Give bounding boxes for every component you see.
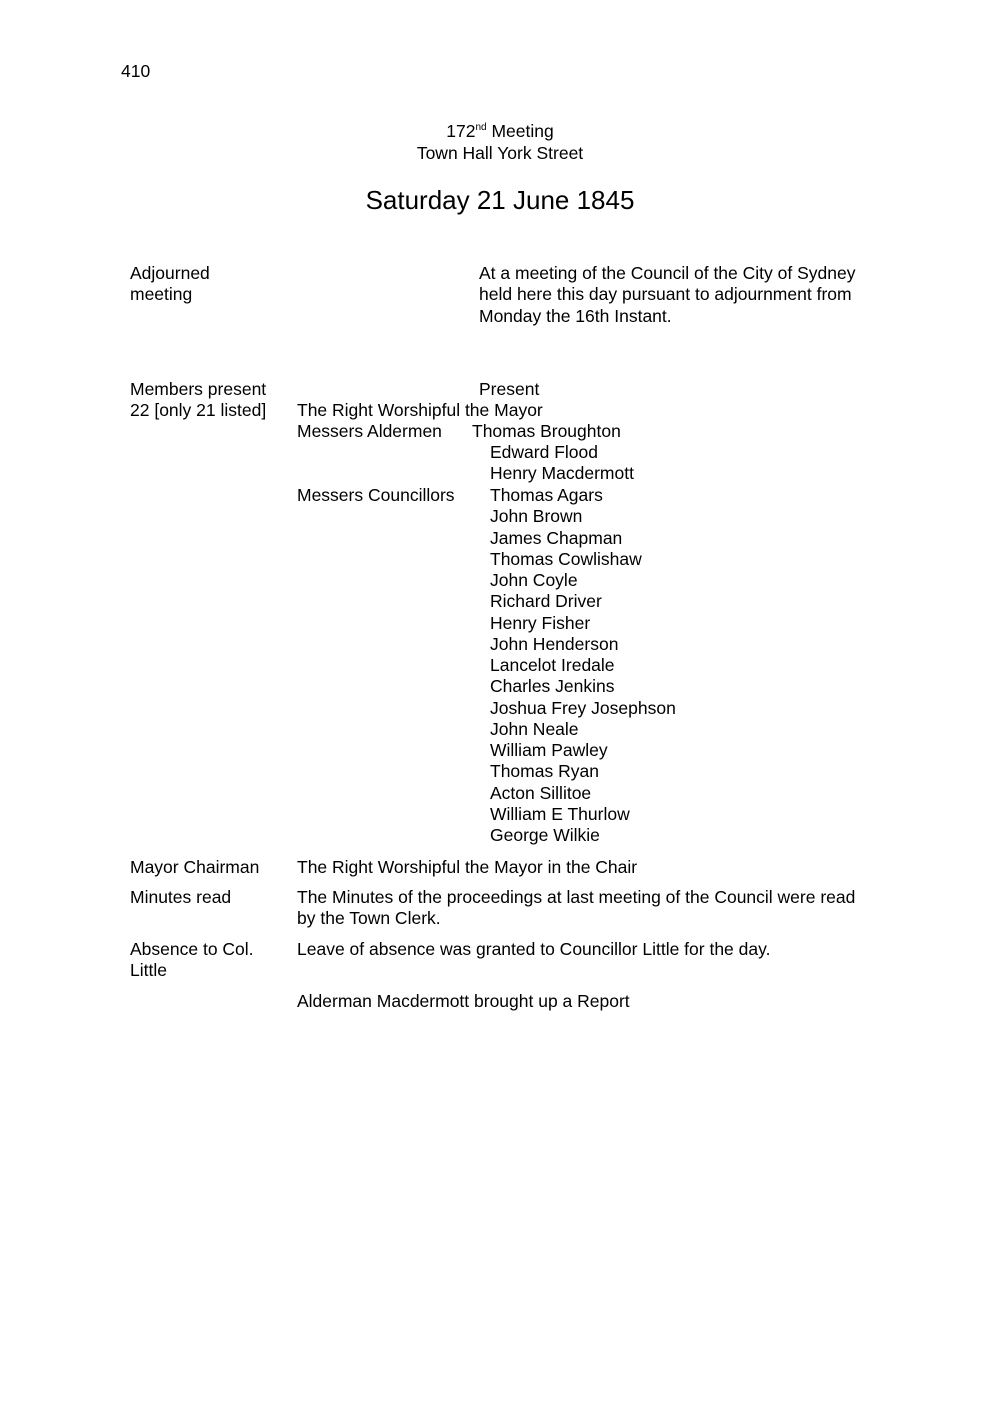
- absence-margin-note: [130, 939, 254, 982]
- councillor-name: John Coyle: [490, 570, 578, 590]
- page-number: 410: [121, 61, 151, 81]
- councillor-name: Joshua Frey Josephson: [490, 697, 676, 718]
- meeting-word: Meeting: [486, 121, 554, 141]
- councillor-name: Richard Driver: [490, 591, 602, 612]
- councillor-name: Thomas Agars: [490, 485, 603, 505]
- members-margin-note: [130, 379, 266, 422]
- councillor-name: William E Thurlow: [490, 803, 630, 824]
- aldermen-label: Messers Aldermen: [297, 421, 442, 441]
- paragraph-line: At a meeting of the Council of the City of Sydney: [479, 263, 856, 283]
- margin-line: meeting: [130, 284, 193, 305]
- councillor-name: John Brown: [490, 506, 583, 527]
- alderman-name: Thomas Broughton: [472, 421, 621, 441]
- present-heading: Present: [479, 379, 540, 399]
- councillor-name: William Pawley: [490, 740, 608, 760]
- councillor-name: Charles Jenkins: [490, 676, 615, 697]
- margin-line: Adjourned: [130, 263, 210, 283]
- councillor-name: John Henderson: [490, 633, 619, 654]
- meeting-venue: Town Hall York Street: [416, 142, 584, 163]
- meeting-number-suffix: nd: [475, 122, 487, 133]
- paragraph-line: held here this day pursuant to adjournment from: [479, 284, 852, 305]
- councillor-name: John Neale: [490, 718, 579, 739]
- margin-line: 22 [only 21 listed]: [130, 400, 267, 421]
- absence-paragraph: Leave of absence was granted to Councillor Little for the day.: [297, 939, 771, 959]
- alderman-name: Edward Flood: [490, 442, 598, 462]
- councillor-name: George Wilkie: [490, 825, 600, 845]
- paragraph-line: The Minutes of the proceedings at last meeting of the Council were read: [297, 887, 856, 907]
- minutes-margin-note: Minutes read: [130, 887, 232, 907]
- councillor-name: Thomas Cowlishaw: [490, 548, 642, 569]
- councillor-name: Henry Fisher: [490, 612, 591, 633]
- meeting-header: [0, 121, 1000, 164]
- chair-margin-note: Mayor Chairman: [130, 857, 260, 877]
- paragraph-line: by the Town Clerk.: [297, 908, 441, 929]
- councillor-name: James Chapman: [490, 527, 623, 548]
- mayor-line: The Right Worshipful the Mayor: [297, 400, 543, 420]
- councillor-name: Thomas Ryan: [490, 761, 599, 782]
- aldermen-list: [490, 442, 634, 485]
- margin-line: Absence to Col.: [130, 939, 254, 959]
- meeting-date: Saturday 21 June 1845: [365, 185, 635, 215]
- councillors-list: [490, 485, 676, 846]
- chair-paragraph: The Right Worshipful the Mayor in the Chair: [297, 857, 638, 877]
- meeting-number-line: [0, 121, 1000, 143]
- margin-line: Little: [130, 960, 167, 981]
- meeting-number: 172: [446, 121, 476, 141]
- alderman-name: Henry Macdermott: [490, 463, 634, 484]
- councillor-name: Acton Sillitoe: [490, 782, 592, 803]
- adjourned-margin-note: [130, 263, 210, 306]
- councillor-name: Lancelot Iredale: [490, 655, 615, 675]
- adjourned-paragraph: [479, 263, 855, 327]
- report-paragraph: Alderman Macdermott brought up a Report: [297, 991, 630, 1011]
- paragraph-line: Monday the 16th Instant.: [479, 305, 672, 326]
- councillors-label: Messers Councillors: [297, 485, 455, 505]
- minutes-paragraph: [297, 887, 855, 930]
- margin-line: Members present: [130, 379, 267, 399]
